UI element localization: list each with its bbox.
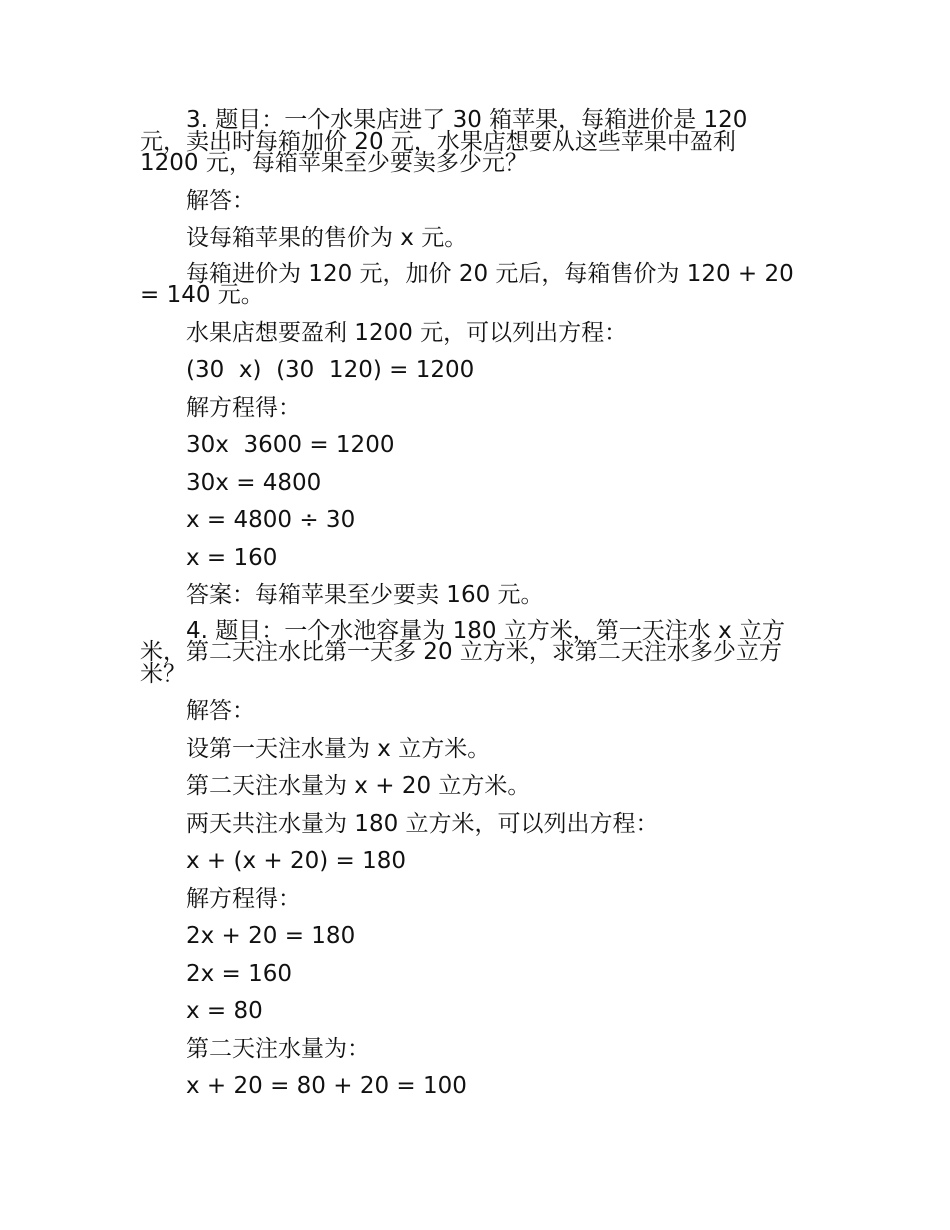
solution-line: 设每箱苹果的售价为 x 元。 [186,225,468,251]
solution-line: 水果店想要盈利 1200 元，可以列出方程： [186,319,628,346]
equation-line: 30x = 4800 [186,469,322,496]
solution-line: 两天共注水量为 180 立方米，可以列出方程： [186,810,659,837]
equation-line: (30 x) (30 120) = 1200 [186,357,475,383]
equation-line: x = 160 [186,544,278,571]
question-3-text: 3. 题目：一个水果店进了 30 箱苹果，每箱进价是 120 元，卖出时每箱加价 20 元，水果店想要从这些苹果中盈利 1200 元，每箱苹果至少要卖多少元？ [140,107,748,176]
equation-line: 30x 3600 = 1200 [186,432,395,458]
question-4-text: 4. 题目：一个水池容量为 180 立方米，第一天注水 x 立方米，第二天注水比第一天多 20 立方米，求第二天注水多少立方米？ [140,617,786,687]
equation-line: 2x + 20 = 180 [186,923,356,949]
answer-heading: 解答： [186,187,255,214]
document-body [140,104,800,1106]
solution-line: 解方程得： [186,394,301,421]
answer-heading: 解答： [186,698,255,724]
equation-line: x + 20 = 80 + 20 = 100 [186,1073,467,1099]
solution-line: 第二天注水量为： [186,1035,370,1062]
solution-paragraph: 每箱进价为 120 元，加价 20 元后，每箱售价为 120 + 20 = 140 元。 [140,260,794,308]
equation-line: x + (x + 20) = 180 [186,848,407,874]
solution-line: 第二天注水量为 x + 20 立方米。 [186,773,531,799]
equation-line: 2x = 160 [186,960,293,987]
answer-line: 答案：每箱苹果至少要卖 160 元。 [186,582,544,608]
solution-line: 解方程得： [186,885,301,912]
equation-line: x = 4800 ÷ 30 [186,507,356,533]
solution-line: 设第一天注水量为 x 立方米。 [186,735,491,762]
equation-line: x = 80 [186,998,263,1024]
